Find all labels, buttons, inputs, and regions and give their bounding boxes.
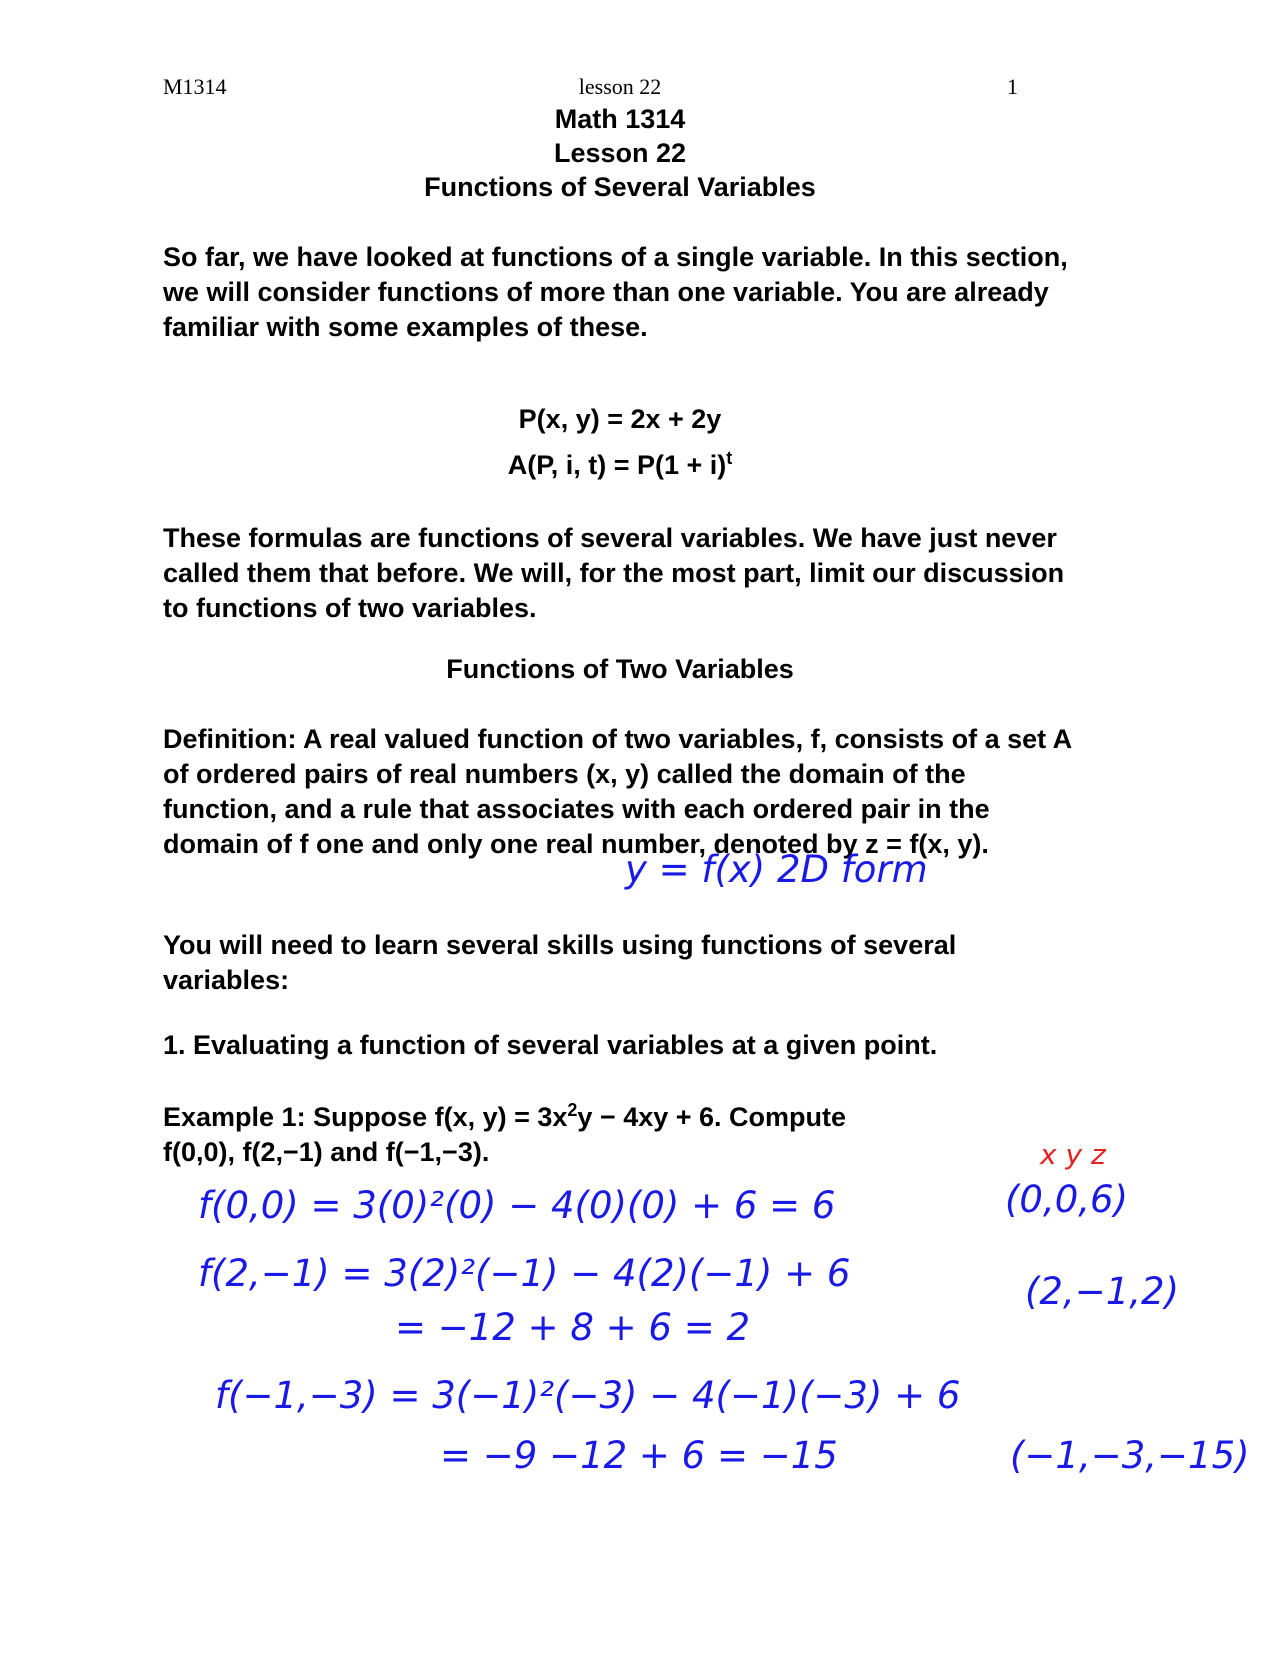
handwritten-note-2d-form: y = f(x) 2D form <box>625 848 928 891</box>
header-course: M1314 <box>163 74 227 99</box>
title-course: Math 1314 <box>554 104 686 134</box>
skill-1: 1. Evaluating a function of several variables at a given point. <box>163 1030 938 1060</box>
example-1-line-1: Example 1: Suppose f(x, $y) = 3x^2y - 4xy + 6$. Compute <box>163 1100 847 1132</box>
example-1-line-2: f(0,0), f(2,−1) and f(−1,−3). <box>163 1137 490 1167</box>
equation-compound-interest-base: A(P, i, t) = P(1 + i) <box>507 450 727 480</box>
header-page-number: 1 <box>1007 74 1018 99</box>
definition-paragraph: Definition: A real valued function of two variables, f, consists of a set A of ordered pairs of real numbers (x, y) called the domain of the function, and a rule that associates with each ordered pair in the domain of f one and only one real number, denoted by z = f(x, y). <box>163 724 1072 859</box>
example-1 <box>163 1100 1143 1170</box>
skills-intro: You will need to learn several skills using functions of several variables: <box>163 930 957 995</box>
functions-paragraph: These formulas are functions of several variables. We have just never called them that before. We will, for the most part, limit our discussion to functions of two variables. <box>163 523 1065 623</box>
title-topic: Functions of Several Variables <box>424 172 816 202</box>
handwritten-point-2: (2,−1,2) <box>1025 1270 1180 1313</box>
handwritten-xyz-label: x y z <box>1040 1138 1106 1171</box>
intro-paragraph: So far, we have looked at functions of a single variable. In this section, we will consider functions of more than one variable. You are already familiar with some examples of these. <box>163 242 1068 342</box>
equation-perimeter: P(x, y) = 2x + 2y <box>518 404 722 434</box>
handwritten-work-line-5: = −9 −12 + 6 = −15 <box>440 1434 838 1477</box>
handwritten-point-1: (0,0,6) <box>1005 1178 1129 1221</box>
header-lesson: lesson 22 <box>578 74 662 99</box>
handwritten-work-line-3: = −12 + 8 + 6 = 2 <box>395 1306 751 1349</box>
equation-compound-interest-exponent: t <box>726 448 733 468</box>
handwritten-work-line-2: f(2,−1) = 3(2)²(−1) − 4(2)(−1) + 6 <box>198 1252 851 1295</box>
subheading-two-variables: Functions of Two Variables <box>446 654 794 684</box>
handwritten-work-line-1: f(0,0) = 3(0)²(0) − 4(0)(0) + 6 = 6 <box>198 1184 836 1227</box>
handwritten-work-line-4: f(−1,−3) = 3(−1)²(−3) − 4(−1)(−3) + 6 <box>215 1374 961 1417</box>
title-lesson: Lesson 22 <box>553 138 687 168</box>
handwritten-point-3: (−1,−3,−15) <box>1010 1434 1250 1477</box>
equation-compound-interest <box>0 450 1240 481</box>
